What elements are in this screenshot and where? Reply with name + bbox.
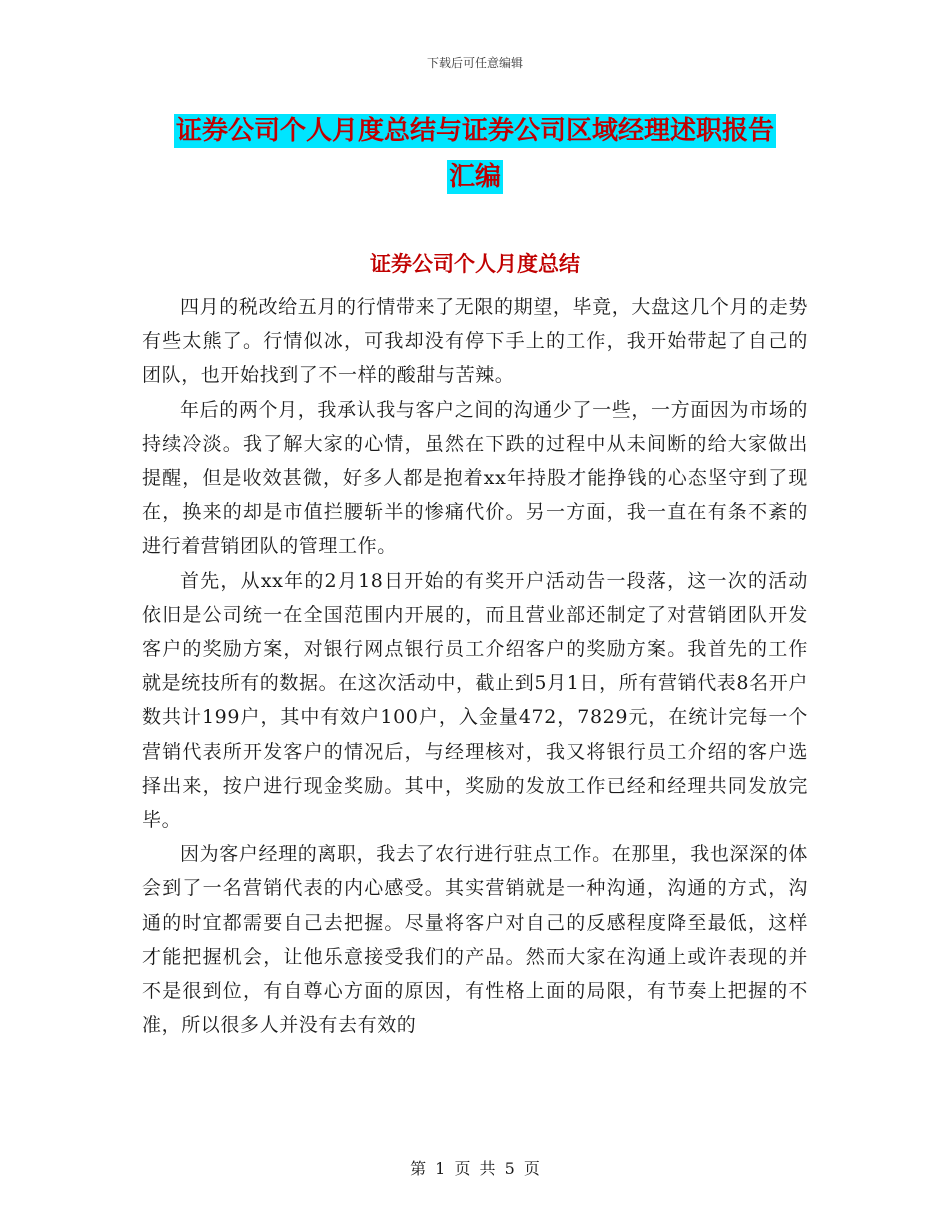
section-title: 证券公司个人月度总结 — [370, 252, 580, 276]
page-number-footer: 第 1 页 共 5 页 — [410, 1159, 540, 1178]
paragraph: 首先，从xx年的2月18日开始的有奖开户活动告一段落，这一次的活动依旧是公司统一在全国范围内开展的，而且营业部还制定了对营销团队开发客户的奖励方案，对银行网点银行员工介绍客户的奖励方案。我首先的工作就是统技所有的数据。在这次活动中，截止到5月1日，所有营销代表8名开户数共计199户，其中有效户100户，入金量472，7829元，在统计完每一个营销代表所开发客户的情况后，与经理核对，我又将银行员工介绍的客户选择出来，按户进行现金奖励。其中，奖励的发放工作已经和经理共同发放完毕。 — [142, 569, 808, 832]
title-line-1: 证券公司个人月度总结与证券公司区域经理述职报告 — [175, 116, 774, 146]
header-note: 下载后可任意编辑 — [426, 56, 523, 70]
paragraph: 年后的两个月，我承认我与客户之间的沟通少了一些，一方面因为市场的持续冷淡。我了解大家的心情，虽然在下跌的过程中从未间断的给大家做出提醒，但是收效甚微，好多人都是抱着xx年持股才能挣钱的心态坚守到了现在，换来的却是市值拦腰斩半的惨痛代价。另一方面，我一直在有条不紊的进行着营销团队的管理工作。 — [142, 398, 808, 558]
document-body — [142, 290, 808, 1042]
paragraph: 四月的税改给五月的行情带来了无限的期望，毕竟，大盘这几个月的走势有些太熊了。行情似冰，可我却没有停下手上的工作，我开始带起了自己的团队，也开始找到了不一样的酸甜与苦辣。 — [142, 296, 808, 387]
title-line-2: 汇编 — [448, 162, 501, 192]
document-title — [140, 108, 810, 200]
paragraph: 因为客户经理的离职，我去了农行进行驻点工作。在那里，我也深深的体会到了一名营销代表的内心感受。其实营销就是一种沟通，沟通的方式，沟通的时宜都需要自己去把握。尽量将客户对自己的反感程度降至最低，这样才能把握机会，让他乐意接受我们的产品。然而大家在沟通上或许表现的并不是很到位，有自尊心方面的原因，有性格上面的局限，有节奏上把握的不准，所以很多人并没有去有效的 — [142, 843, 808, 1037]
